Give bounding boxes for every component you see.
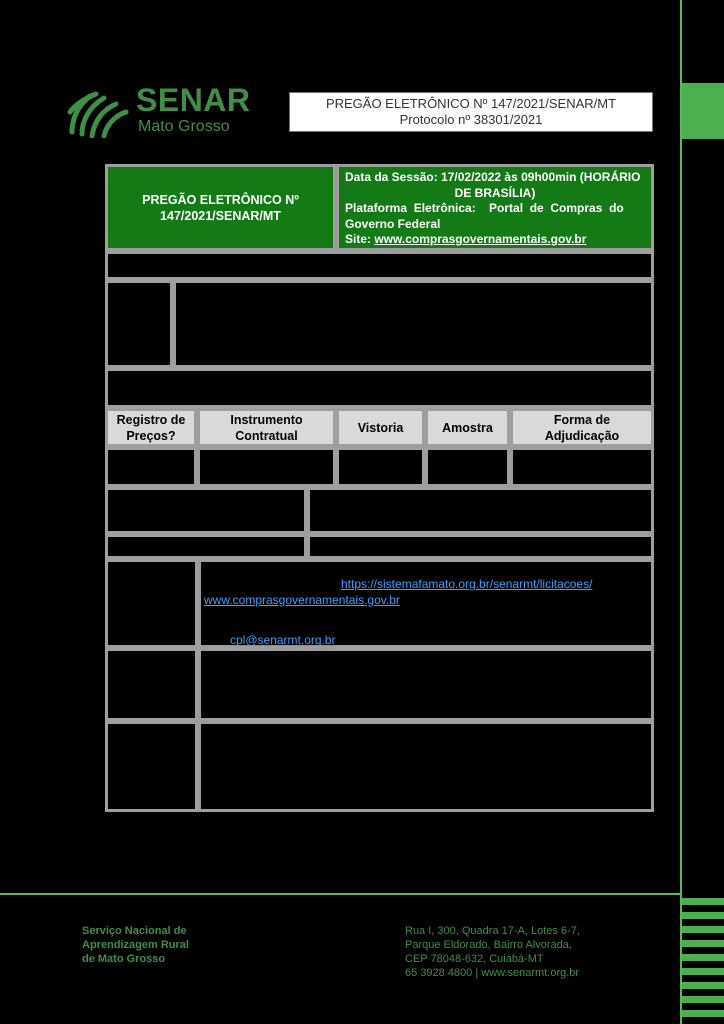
form-row-label [105, 721, 198, 812]
form-row-content [198, 559, 654, 648]
footer-organization: Serviço Nacional de Aprendizagem Rural de Mato Grosso [82, 925, 189, 965]
form-row-object [105, 251, 654, 280]
col-header-adjudicacao: Forma de Adjudicação [510, 408, 654, 447]
col-header-amostra: Amostra [425, 408, 510, 447]
right-border-line [680, 0, 682, 1024]
logo-name: SENAR [136, 82, 251, 118]
session-info-cell [336, 164, 654, 251]
form-title-line2: 147/2021/SENAR/MT [160, 208, 281, 223]
form-row-value [105, 368, 654, 408]
form-title-cell [105, 164, 336, 251]
footer-stripe [682, 940, 724, 947]
corner-accent-block [682, 83, 724, 139]
header-protocol: Protocolo nº 38301/2021 [399, 112, 543, 127]
email-link[interactable]: cpl@senarmt.org.br [230, 633, 336, 647]
footer-stripe [682, 926, 724, 933]
col-header-registro: Registro de Preços? [105, 408, 197, 447]
header-title: PREGÃO ELETRÔNICO Nº 147/2021/SENAR/MT [325, 96, 617, 111]
site-line [345, 232, 645, 248]
form-row-content [198, 721, 654, 812]
form-cell-left [105, 487, 307, 534]
session-date: Data da Sessão: 17/02/2022 às 09h00min (HORÁRIO [345, 170, 641, 184]
footer-stripe [682, 982, 724, 989]
footer-stripe [682, 898, 724, 905]
value-instrumento [197, 447, 336, 487]
senar-logo-icon [66, 82, 130, 138]
footer-stripe [682, 996, 724, 1003]
footer-divider [0, 893, 680, 895]
form-cell-left [105, 534, 307, 559]
session-timezone: DE BRASÍLIA) [454, 185, 536, 200]
form-cell-right [307, 487, 654, 534]
form-row-label [105, 280, 173, 368]
footer-address: Rua I, 300, Quadra 17-A, Lotes 6-7, Parque Eldorado, Bairro Alvorada, CEP 78048-632, Cuiabá-MT 65 3928 4800 | www.senarmt.org.br [405, 925, 580, 979]
col-header-vistoria: Vistoria [336, 408, 425, 447]
platform-line: Plataforma Eletrônica: Portal de Compras do [345, 201, 624, 215]
form-row-label [105, 648, 198, 721]
footer-stripe [682, 912, 724, 919]
value-vistoria [336, 447, 425, 487]
footer-stripe [682, 968, 724, 975]
form-row-content [198, 648, 654, 721]
form-cell-right [307, 534, 654, 559]
col-header-instrumento: Instrumento Contratual [197, 408, 336, 447]
value-amostra [425, 447, 510, 487]
footer-stripe [682, 1010, 724, 1017]
document-header-box [289, 92, 653, 132]
footer-stripe [682, 954, 724, 961]
value-registro [105, 447, 197, 487]
value-adjudicacao [510, 447, 654, 487]
form-row-content [173, 280, 654, 368]
logo-subtitle: Mato Grosso [138, 118, 230, 135]
form-row-label [105, 559, 198, 648]
platform-name: Governo Federal [345, 216, 441, 231]
form-title-line1: PREGÃO ELETRÔNICO Nº [142, 192, 299, 207]
site-label: Site: [345, 232, 375, 246]
compras-governamentais-link[interactable]: www.comprasgovernamentais.gov.br [204, 593, 400, 607]
site-link[interactable]: www.comprasgovernamentais.gov.br [374, 232, 587, 246]
sistema-famato-link[interactable]: https://sistemafamato.org.br/senarmt/licitacoes/ [341, 577, 593, 591]
